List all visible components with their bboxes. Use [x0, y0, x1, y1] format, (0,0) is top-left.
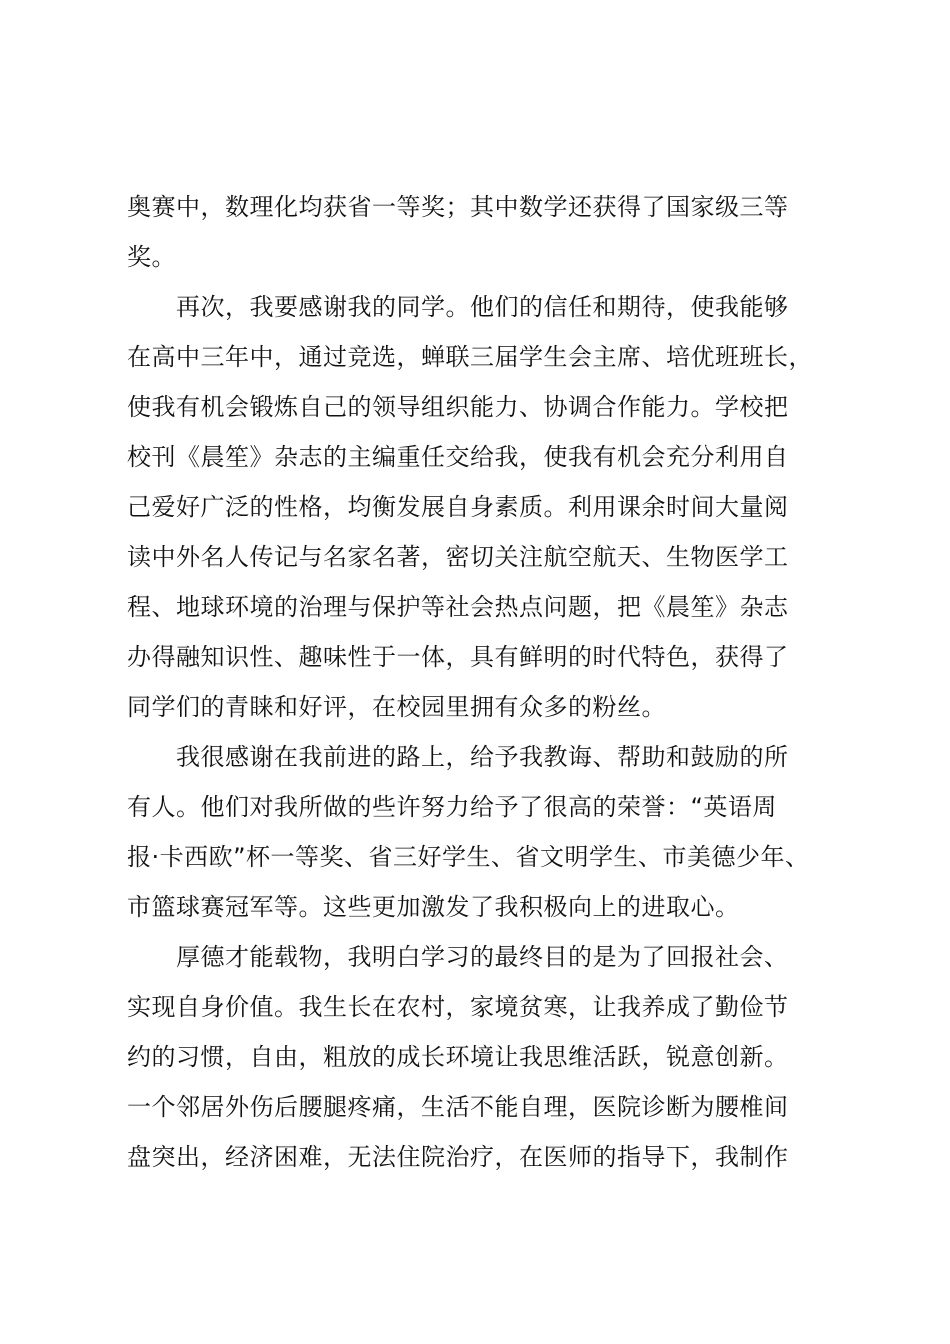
- text-line: 己爱好广泛的性格，均衡发展自身素质。利用课余时间大量阅: [127, 493, 789, 521]
- paragraph-start-line: 厚德才能载物，我明白学习的最终目的是为了回报社会、: [176, 943, 789, 971]
- text-line: 报·卡西欧”杯一等奖、省三好学生、省文明学生、市美德少年、: [127, 843, 810, 871]
- text-line: 实现自身价值。我生长在农村，家境贫寒，让我养成了勤俭节: [127, 993, 789, 1021]
- text-line: 校刊《晨笙》杂志的主编重任交给我，使我有机会充分利用自: [127, 443, 789, 471]
- text-line: 奖。: [127, 243, 176, 271]
- text-line: 程、地球环境的治理与保护等社会热点问题，把《晨笙》杂志: [127, 593, 789, 621]
- text-line: 同学们的青睐和好评，在校园里拥有众多的粉丝。: [127, 693, 666, 721]
- text-line: 市篮球赛冠军等。这些更加激发了我积极向上的进取心。: [127, 893, 740, 921]
- text-line: 办得融知识性、趣味性于一体，具有鲜明的时代特色，获得了: [127, 643, 789, 671]
- text-line: 一个邻居外伤后腰腿疼痛，生活不能自理，医院诊断为腰椎间: [127, 1093, 789, 1121]
- text-line: 使我有机会锻炼自己的领导组织能力、协调合作能力。学校把: [127, 393, 789, 421]
- paragraph-start-line: 再次，我要感谢我的同学。他们的信任和期待，使我能够: [176, 293, 789, 321]
- text-line: 有人。他们对我所做的些许努力给予了很高的荣誉：“英语周: [127, 793, 777, 821]
- text-line: 读中外名人传记与名家名著，密切关注航空航天、生物医学工: [127, 543, 789, 571]
- text-line: 在高中三年中，通过竞选，蝉联三届学生会主席、培优班班长，: [127, 343, 813, 371]
- text-line: 奥赛中，数理化均获省一等奖；其中数学还获得了国家级三等: [127, 193, 789, 221]
- paragraph-start-line: 我很感谢在我前进的路上，给予我教诲、帮助和鼓励的所: [176, 743, 789, 771]
- document-body: [127, 182, 837, 1182]
- text-line: 约的习惯，自由，粗放的成长环境让我思维活跃，锐意创新。: [127, 1043, 789, 1071]
- text-line: 盘突出，经济困难，无法住院治疗，在医师的指导下，我制作: [127, 1143, 789, 1171]
